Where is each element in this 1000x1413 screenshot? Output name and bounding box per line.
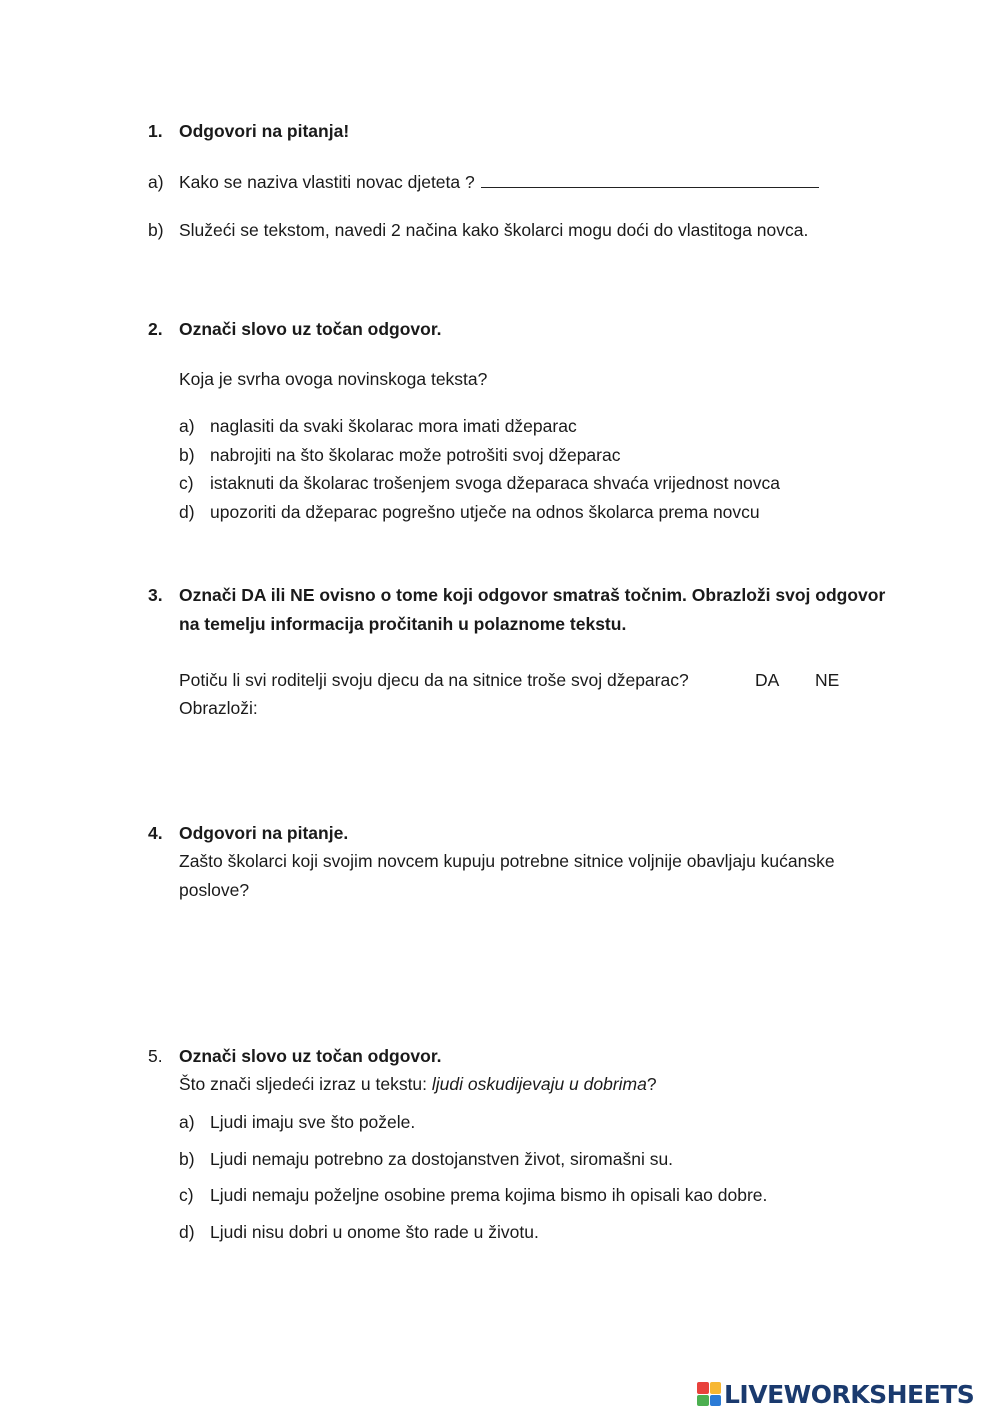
question-1b-text: Služeći se tekstom, navedi 2 načina kako školarci mogu doći do vlastitoga novca. [179,220,809,240]
question-title: Označi slovo uz točan odgovor. [179,319,442,339]
question-number: 5. [148,1046,163,1066]
option-label[interactable]: d) [179,502,195,522]
question-number: 1. [148,121,163,141]
question-phrase: ljudi oskudijevaju u dobrima [431,1074,647,1094]
option-text: Ljudi imaju sve što požele. [210,1112,416,1132]
question-title: Označi slovo uz točan odgovor. [179,1046,442,1066]
logo-text: LIVEWORKSHEETS [724,1379,975,1409]
option-text: Ljudi nemaju poželjne osobine prema kojima bismo ih opisali kao dobre. [210,1185,768,1205]
question-prefix: Što znači sljedeći izraz u tekstu: [179,1074,432,1094]
option-text: istaknuti da školarac trošenjem svoga džeparaca shvaća vrijednost novca [210,473,781,493]
question-text [179,1073,657,1095]
question-text-line2: poslove? [179,880,250,900]
question-1a-text: Kako se naziva vlastiti novac djeteta ? [179,172,475,192]
option-label: b) [148,220,164,240]
question-text: Potiču li svi roditelji svoju djecu da na sitnice troše svoj džeparac? [179,670,689,690]
option-text: upozoriti da džeparac pogrešno utječe na odnos školarca prema novcu [210,502,760,522]
option-label[interactable]: b) [179,1149,195,1169]
option-label[interactable]: c) [179,1185,194,1205]
option-label[interactable]: a) [179,416,195,436]
question-text-line1: Zašto školarci koji svojim novcem kupuju potrebne sitnice voljnije obavljaju kućanske [179,851,835,871]
option-text: nabrojiti na što školarac može potrošiti svoj džeparac [210,445,621,465]
answer-blank[interactable] [481,171,819,188]
question-suffix: ? [646,1074,657,1094]
question-title: Odgovori na pitanja! [179,121,350,141]
question-text: Koja je svrha ovoga novinskoga teksta? [179,369,488,389]
explain-label: Obrazloži: [179,698,258,718]
question-number: 2. [148,319,163,339]
option-label[interactable]: c) [179,473,194,493]
yes-option[interactable]: DA [755,670,780,690]
question-1a [179,171,819,193]
option-label[interactable]: d) [179,1222,195,1242]
question-number: 4. [148,823,163,843]
option-text: Ljudi nemaju potrebno za dostojanstven život, siromašni su. [210,1149,674,1169]
no-option[interactable]: NE [815,670,840,690]
option-label: a) [148,172,164,192]
question-number: 3. [148,585,163,605]
logo-icon [697,1382,721,1406]
question-title: Odgovori na pitanje. [179,823,349,843]
liveworksheets-logo [697,1376,974,1412]
option-text: Ljudi nisu dobri u onome što rade u životu. [210,1222,539,1242]
option-label[interactable]: a) [179,1112,195,1132]
question-title-line2: na temelju informacija pročitanih u polaznome tekstu. [179,614,627,634]
option-text: naglasiti da svaki školarac mora imati džeparac [210,416,577,436]
question-title-line1: Označi DA ili NE ovisno o tome koji odgovor smatraš točnim. Obrazloži svoj odgovor [179,585,886,605]
option-label[interactable]: b) [179,445,195,465]
